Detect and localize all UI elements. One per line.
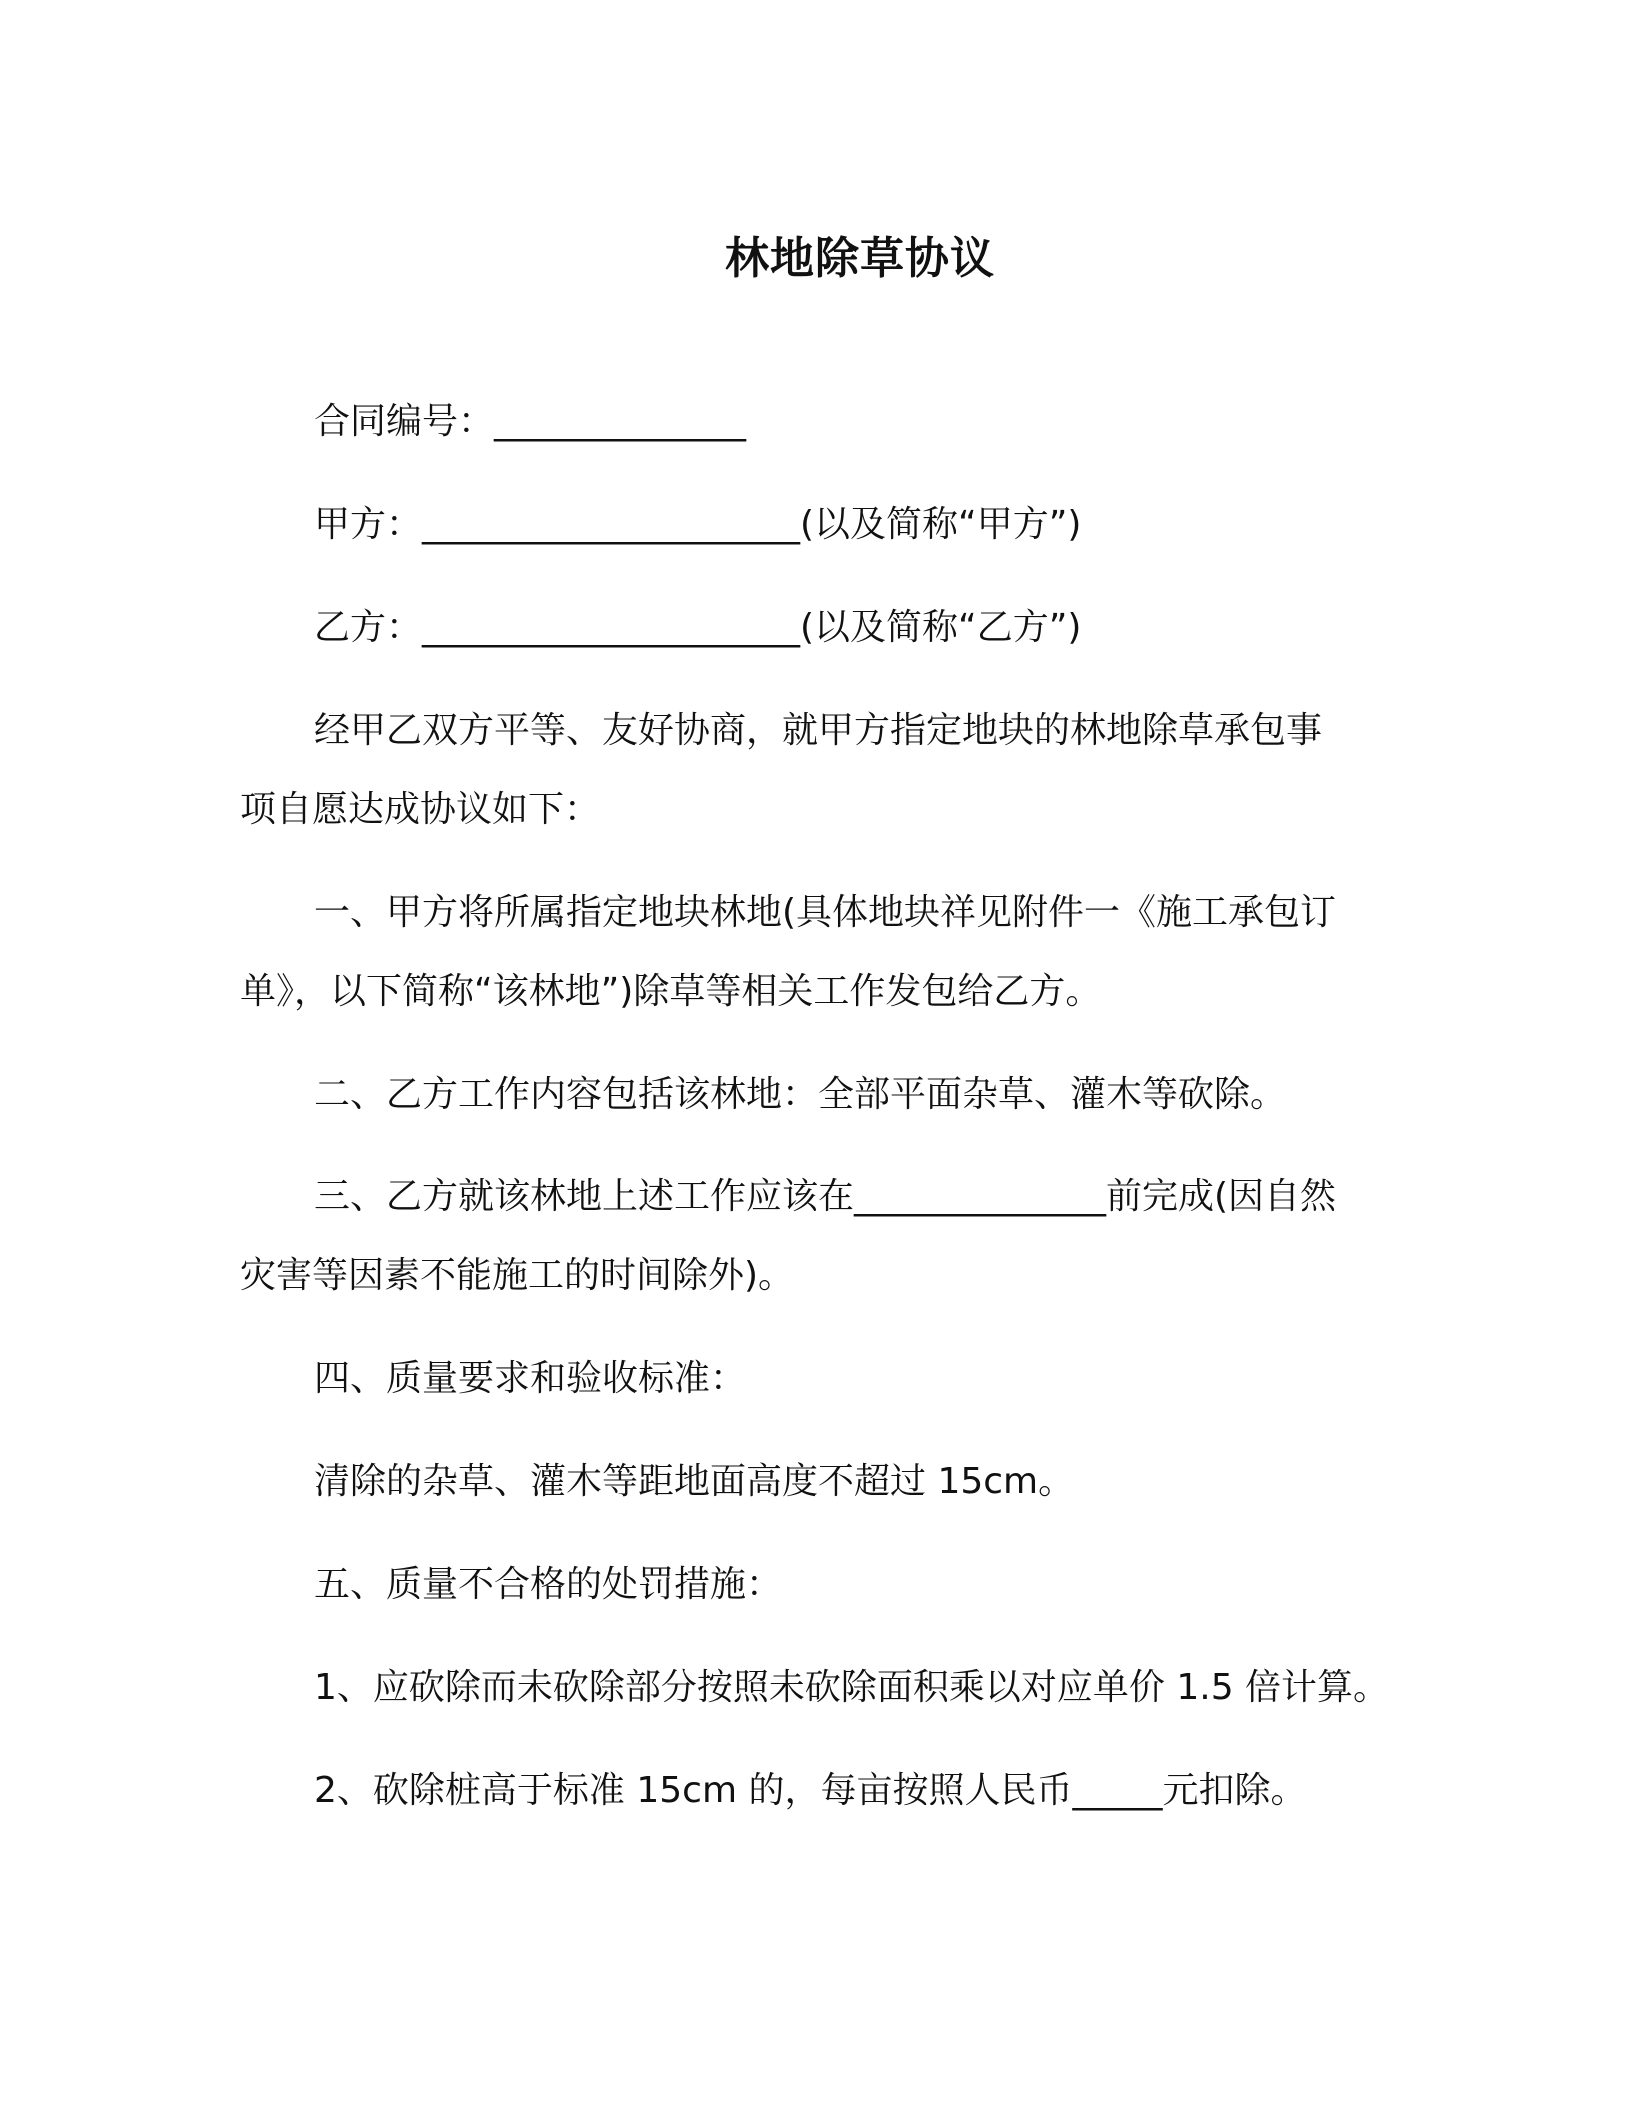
party-a-line: 甲方：_____________________(以及简称“甲方”)	[314, 504, 1082, 545]
clause-5-item-2: 2、砍除桩高于标准 15cm 的，每亩按照人民币_____元扣除。	[314, 1770, 1307, 1811]
clause-1-line-1: 一、甲方将所属指定地块林地(具体地块祥见附件一《施工承包订	[314, 892, 1337, 933]
clause-3-line-2: 灾害等因素不能施工的时间除外)。	[240, 1255, 795, 1296]
clause-4-body: 清除的杂草、灌木等距地面高度不超过 15cm。	[314, 1461, 1075, 1502]
clause-1-line-2: 单》，以下简称“该林地”)除草等相关工作发包给乙方。	[240, 971, 1102, 1012]
clause-3-line-1: 三、乙方就该林地上述工作应该在______________前完成(因自然	[314, 1176, 1337, 1217]
contract-number-line: 合同编号：______________	[314, 401, 747, 442]
clause-2-line: 二、乙方工作内容包括该林地：全部平面杂草、灌木等砍除。	[314, 1074, 1287, 1115]
clause-5-item-1: 1、应砍除而未砍除部分按照未砍除面积乘以对应单价 1.5 倍计算。	[314, 1667, 1390, 1708]
intro-line-1: 经甲乙双方平等、友好协商，就甲方指定地块的林地除草承包事	[314, 710, 1323, 751]
clause-5-heading: 五、质量不合格的处罚措施：	[314, 1564, 783, 1605]
party-b-line: 乙方：_____________________(以及简称“乙方”)	[314, 607, 1082, 648]
document-title: 林地除草协议	[725, 233, 995, 284]
clause-4-heading: 四、质量要求和验收标准：	[314, 1358, 747, 1399]
intro-line-2: 项自愿达成协议如下：	[240, 789, 601, 830]
